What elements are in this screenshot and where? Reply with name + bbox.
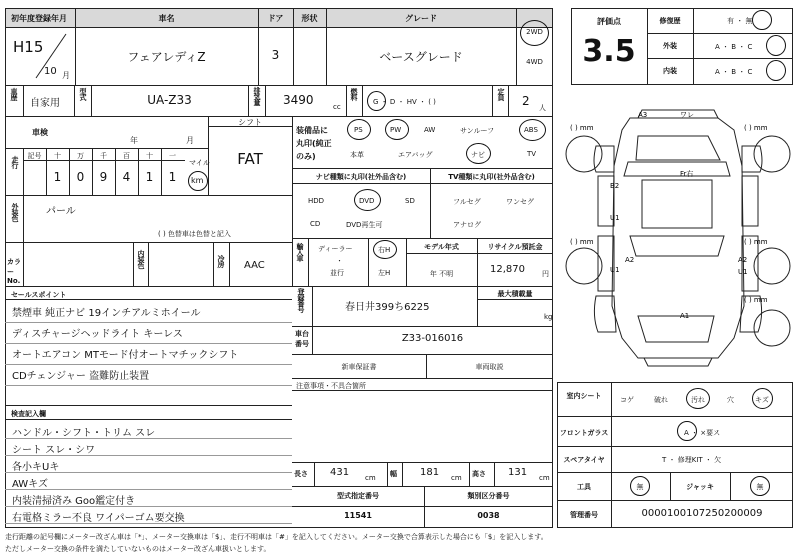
height-unit: cm bbox=[539, 474, 550, 482]
shift-label: シフト bbox=[238, 118, 262, 127]
seat-scorch: コゲ bbox=[620, 396, 634, 404]
chassis-label: 車台番号 bbox=[295, 330, 309, 348]
repair-options: 有 ・ 無 bbox=[727, 17, 753, 25]
handle-left: 左H bbox=[378, 269, 391, 277]
mark-u1-a: U1 bbox=[610, 214, 620, 222]
height-label: 高さ bbox=[472, 470, 486, 478]
navi-label: ナビ種類に丸印(社外品含む) bbox=[315, 173, 407, 181]
exterior-color-note: ( ) 色替車は色替と記入 bbox=[158, 230, 231, 238]
mark-a1: A1 bbox=[680, 312, 690, 320]
mark-fr-right: Fr右 bbox=[680, 170, 694, 178]
mark-b2: B2 bbox=[610, 182, 620, 190]
type-no: 11541 bbox=[344, 511, 372, 520]
inspector-label: 検査記入欄 bbox=[11, 410, 46, 418]
exterior-grade-label: 外装 bbox=[663, 42, 677, 50]
mileage-header: 万 bbox=[77, 152, 84, 160]
equip-sunroof: サンルーフ bbox=[460, 127, 495, 135]
mark-a2-b: A2 bbox=[738, 256, 748, 264]
drive-2wd: 2WD bbox=[526, 28, 543, 36]
interior-grade-label: 内装 bbox=[663, 67, 677, 75]
exterior-color: パール bbox=[46, 206, 76, 217]
first-reg-label: 初年度登録年月 bbox=[11, 14, 67, 23]
equip-pw: PW bbox=[390, 126, 402, 134]
color-no-label: カラーNo. bbox=[7, 258, 21, 285]
vehicle-manual: 車両取説 bbox=[475, 363, 504, 371]
mark-a3: A3 bbox=[638, 111, 648, 119]
width-unit: cm bbox=[451, 474, 462, 482]
interior-color-label: 内装色 bbox=[137, 250, 145, 268]
length-label: 長さ bbox=[294, 470, 308, 478]
kg-unit: kg bbox=[544, 313, 553, 321]
displacement-label: 排気量 bbox=[253, 87, 261, 105]
inspection-year-unit: 年 bbox=[130, 136, 138, 145]
type-no-label: 型式指定番号 bbox=[337, 492, 379, 500]
seat-tear: 破れ bbox=[654, 396, 668, 404]
equip-navi: ナビ bbox=[471, 151, 485, 159]
mileage-digit: 1 bbox=[168, 170, 177, 184]
width-label: 幅 bbox=[390, 470, 397, 478]
equip-ps: PS bbox=[354, 126, 363, 134]
fuel-options: G ・ D ・ HV ・ ( ) bbox=[373, 98, 436, 106]
usage: 自家用 bbox=[30, 98, 60, 109]
inspection-month-unit: 月 bbox=[186, 136, 194, 145]
mileage-header: 十 bbox=[54, 152, 61, 160]
equipment-label: 装備品に丸印(純正のみ) bbox=[296, 126, 332, 161]
car-name-label: 車名 bbox=[158, 14, 175, 23]
length: 431 bbox=[330, 467, 350, 478]
shift: FAT bbox=[237, 150, 263, 168]
import-dot: ・ bbox=[336, 257, 343, 265]
text-line: オートエアコン MTモード付オートマチックシフト bbox=[12, 350, 239, 361]
ac: AAC bbox=[244, 260, 265, 271]
text-line: 禁煙車 純正ナビ 19インチアルミホイール bbox=[12, 308, 201, 319]
windshield-options: A ・ ×要ス bbox=[684, 429, 721, 437]
seat-stain: 汚れ bbox=[691, 396, 705, 404]
tire-mm-1: ( ) mm bbox=[570, 124, 594, 132]
width: 181 bbox=[420, 467, 440, 478]
seat-hole: 穴 bbox=[727, 396, 734, 404]
max-load-label: 最大積載量 bbox=[497, 290, 533, 298]
model-year-label: モデル年式 bbox=[424, 243, 459, 251]
tv-oneseg: ワンセグ bbox=[506, 198, 534, 206]
exterior-color-label: 外装色 bbox=[11, 203, 19, 221]
tire-mm-3: ( ) mm bbox=[570, 238, 594, 246]
navi-dvd-play: DVD再生可 bbox=[346, 221, 383, 229]
sales-points-label: セールスポイント bbox=[11, 291, 67, 299]
car-name: フェアレディZ bbox=[127, 50, 206, 64]
import-dealer: ディーラー bbox=[318, 245, 353, 253]
text-line: シート スレ・シワ bbox=[12, 445, 96, 456]
mileage-unit-label: マイル bbox=[189, 159, 210, 167]
interior-c-circle bbox=[766, 60, 786, 81]
footer-line-2: ただしメーター交換の条件を満たしていないものはメーター改ざん車扱いとします。 bbox=[5, 545, 271, 553]
text-line: 各小キUキ bbox=[12, 462, 60, 473]
mileage-header: 記号 bbox=[27, 152, 42, 160]
class-no-label: 類別区分番号 bbox=[467, 492, 510, 500]
usage-label: 車歴 bbox=[10, 88, 18, 100]
management-label: 管理番号 bbox=[570, 511, 598, 519]
exterior-c-circle bbox=[766, 35, 786, 56]
model-year: 年 不明 bbox=[429, 270, 454, 278]
mileage-label: 走行 bbox=[11, 156, 19, 168]
shape-label: 形状 bbox=[301, 14, 318, 23]
tire-mm-4: ( ) mm bbox=[744, 238, 768, 246]
score-value: 3.5 bbox=[582, 34, 636, 69]
tv-analog: アナログ bbox=[453, 221, 481, 229]
tire-mm-5: ( ) mm bbox=[744, 296, 768, 304]
length-unit: cm bbox=[365, 474, 376, 482]
mark-a2-a: A2 bbox=[625, 256, 635, 264]
fuel-label: 燃料 bbox=[350, 88, 358, 100]
repair-label: 修復歴 bbox=[659, 17, 681, 25]
notes-label: 注意事項・不具合箇所 bbox=[296, 382, 366, 390]
mark-crack: ワレ bbox=[680, 111, 694, 119]
class-no: 0038 bbox=[477, 511, 500, 520]
navi-hdd: HDD bbox=[308, 197, 325, 205]
tv-fullseg: フルセグ bbox=[453, 198, 481, 206]
text-line: 右電格ミラー不良 ワイパーゴム要交換 bbox=[12, 513, 185, 524]
seat-scratch: キズ bbox=[755, 396, 769, 404]
repair-none-circle bbox=[752, 10, 772, 30]
text-line: 内装清掃済み Goo鑑定付き bbox=[12, 496, 136, 507]
footer-line-1: 走行距離の記号欄にメーター改ざん車は「*」、メーター交換車は「$」、走行不明車は「#」を記入してください。メーター交換で合算表示した場合にも「$」を記入します。 bbox=[5, 533, 548, 541]
score-label: 評価点 bbox=[597, 17, 621, 26]
capacity: 2 bbox=[522, 94, 530, 108]
yen-unit: 円 bbox=[542, 270, 549, 278]
tools-value: 無 bbox=[636, 483, 644, 491]
equip-tv: TV bbox=[527, 150, 537, 158]
handle-right: 右H bbox=[378, 246, 391, 254]
model-label: 型式 bbox=[79, 88, 87, 100]
mileage-header: 十 bbox=[146, 152, 153, 160]
capacity-label: 定員 bbox=[497, 88, 505, 100]
mileage-header: 百 bbox=[123, 152, 130, 160]
text-line: ディスチャージヘッドライト キーレス bbox=[12, 329, 183, 340]
chassis: Z33-016016 bbox=[401, 333, 464, 344]
new-car-warranty: 新車保証書 bbox=[341, 363, 377, 371]
navi-sd: SD bbox=[405, 197, 415, 205]
mileage-digit: 9 bbox=[99, 170, 108, 184]
first-reg-month: 10 bbox=[44, 66, 57, 77]
exterior-grade-options: A ・ B ・ C bbox=[715, 43, 753, 51]
equip-abs: ABS bbox=[524, 126, 538, 134]
navi-cd: CD bbox=[310, 220, 321, 228]
equip-leather: 本革 bbox=[350, 151, 364, 159]
windshield-label: フロントガラス bbox=[559, 429, 609, 437]
door-count: 3 bbox=[271, 48, 280, 62]
inspection-label: 車検 bbox=[32, 128, 48, 137]
management-no: 0000100107250200009 bbox=[641, 508, 763, 519]
mileage-digit: 0 bbox=[76, 170, 85, 184]
text-line: AWキズ bbox=[12, 479, 48, 490]
tire-mm-2: ( ) mm bbox=[744, 124, 768, 132]
displacement: 3490 bbox=[283, 93, 314, 107]
spare-tire-options: T ・ 修理KIT ・ 欠 bbox=[662, 456, 722, 464]
first-reg-month-unit: 月 bbox=[62, 71, 70, 80]
equip-aw: AW bbox=[424, 126, 436, 134]
mileage-digit: 1 bbox=[145, 170, 154, 184]
registration: 春日井399ち6225 bbox=[345, 302, 430, 313]
mileage-header: 千 bbox=[100, 152, 107, 160]
tools-label: 工具 bbox=[577, 483, 591, 491]
mileage-digit: 4 bbox=[122, 170, 131, 184]
recycle-label: リサイクル預託金 bbox=[487, 243, 543, 251]
import-parallel: 並行 bbox=[330, 269, 344, 277]
person-unit: 人 bbox=[539, 104, 546, 112]
registration-label: 登録番号 bbox=[297, 288, 305, 312]
grade: ベースグレード bbox=[379, 50, 463, 64]
ac-label: 冷房 bbox=[217, 255, 225, 267]
drive-4wd: 4WD bbox=[526, 58, 543, 66]
equip-airbag: エアバッグ bbox=[398, 151, 433, 159]
text-line: ハンドル・シフト・トリム スレ bbox=[12, 428, 156, 439]
model: UA-Z33 bbox=[147, 93, 192, 107]
mileage-unit: km bbox=[191, 176, 204, 185]
mileage-header: 一 bbox=[169, 152, 176, 160]
interior-grade-options: A ・ B ・ C bbox=[715, 68, 753, 76]
text-line: CDチェンジャー 盗難防止装置 bbox=[12, 371, 150, 382]
recycle-amount: 12,870 bbox=[490, 264, 525, 275]
mark-u1-c: U1 bbox=[738, 268, 748, 276]
jack-label: ジャッキ bbox=[686, 483, 714, 491]
first-reg-era: H15 bbox=[13, 38, 44, 56]
spare-tire-label: スペアタイヤ bbox=[563, 456, 605, 464]
height: 131 bbox=[508, 467, 528, 478]
cc-unit: cc bbox=[333, 103, 341, 111]
interior-seat-label: 室内シート bbox=[566, 392, 602, 400]
jack-value: 無 bbox=[756, 483, 764, 491]
grade-label: グレード bbox=[405, 14, 437, 23]
mark-u1-b: U1 bbox=[610, 266, 620, 274]
car-diagram bbox=[558, 106, 798, 381]
door-label: ドア bbox=[267, 14, 284, 23]
navi-dvd: DVD bbox=[359, 197, 375, 205]
tv-label: TV種類に丸印(社外品含む) bbox=[448, 173, 535, 181]
import-label: 輸入車 bbox=[296, 243, 304, 261]
mileage-digit: 1 bbox=[53, 170, 62, 184]
